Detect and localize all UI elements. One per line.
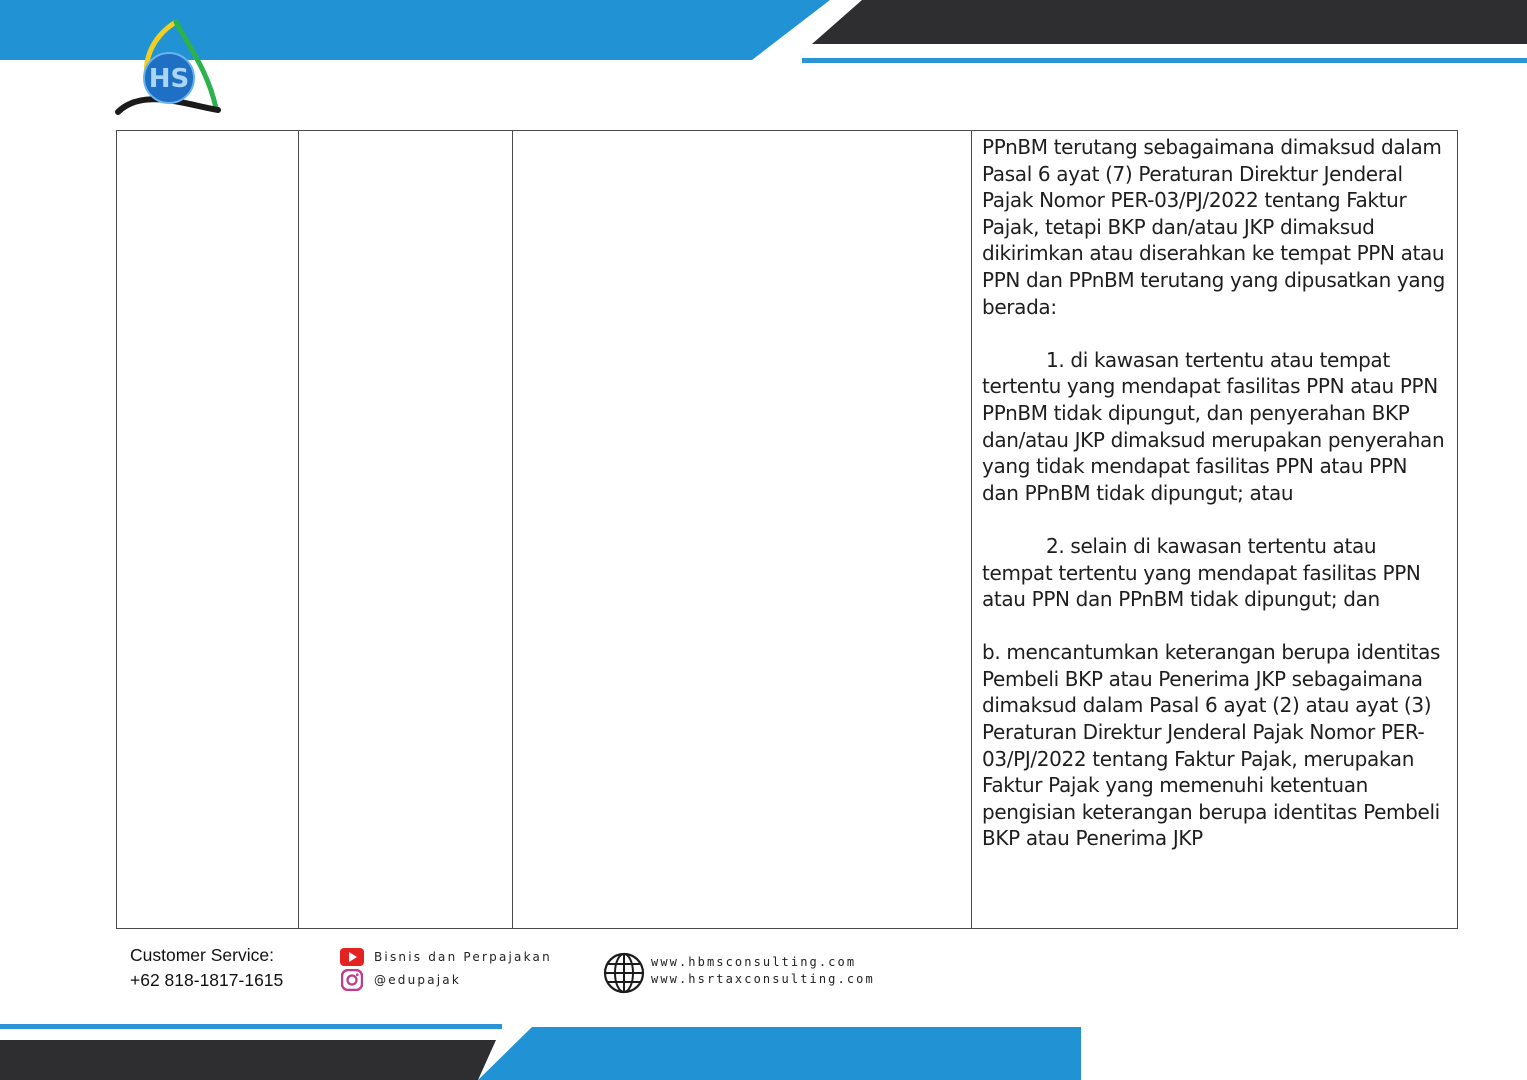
hbs-logo-icon (112, 18, 224, 120)
item-1-text: 1. di kawasan tertentu atau tempat tertentu yang mendapat fasilitas PPN atau PPN PPnBM tidak dipungut, dan penyerahan BKP dan/atau JKP dimaksud merupakan penyerahan yang tidak mendapat fasilitas PPN atau PPN dan PPnBM tidak dipungut; atau (982, 347, 1445, 505)
customer-service-phone[interactable]: +62 818-1817-1615 (130, 970, 284, 990)
paragraph-item-1 (982, 347, 1449, 507)
table-cell-text (972, 131, 1458, 929)
youtube-icon (340, 946, 364, 968)
document-table (116, 130, 1458, 929)
table-cell-empty-3 (513, 131, 972, 929)
paragraph-item-2 (982, 533, 1449, 613)
header-decoration (0, 0, 1527, 130)
paragraph-intro: PPnBM terutang sebagaimana dimaksud dalam Pasal 6 ayat (7) Peraturan Direktur Jenderal Pajak Nomor PER-03/PJ/2022 tentang Faktur Pajak, tetapi BKP dan/atau JKP dimaksud dikirimkan atau diserahkan ke tempat PPN atau PPN dan PPnBM terutang yang dipusatkan yang berada: (982, 135, 1445, 319)
table-cell-empty-2 (299, 131, 513, 929)
svg-text:HS: HS (148, 64, 190, 94)
website-link-1[interactable]: www.hbmsconsulting.com (651, 955, 857, 969)
website-links (651, 954, 875, 988)
website-link-2[interactable]: www.hsrtaxconsulting.com (651, 972, 875, 986)
paragraph-b: b. mencantumkan keterangan berupa identitas Pembeli BKP atau Penerima JKP sebagaimana dimaksud dalam Pasal 6 ayat (2) atau ayat (3) Peraturan Direktur Jenderal Pajak Nomor PER-03/PJ/2022 tentang Faktur Pajak, merupakan Faktur Pajak yang memenuhi ketentuan pengisian keterangan berupa identitas Pembeli BKP atau Penerima JKP (982, 640, 1441, 851)
instagram-link[interactable] (340, 969, 461, 991)
instagram-label: @edupajak (374, 973, 462, 987)
youtube-link[interactable] (340, 946, 552, 968)
item-2-text: 2. selain di kawasan tertentu atau tempat tertentu yang mendapat fasilitas PPN atau PPN dan PPnBM tidak dipungut; dan (982, 533, 1421, 612)
youtube-label: Bisnis dan Perpajakan (374, 950, 552, 964)
table-row (117, 131, 1458, 929)
instagram-icon (340, 969, 364, 991)
customer-service (130, 943, 283, 993)
globe-icon (602, 951, 646, 995)
customer-service-label: Customer Service: (130, 945, 274, 965)
table-cell-empty-1 (117, 131, 299, 929)
